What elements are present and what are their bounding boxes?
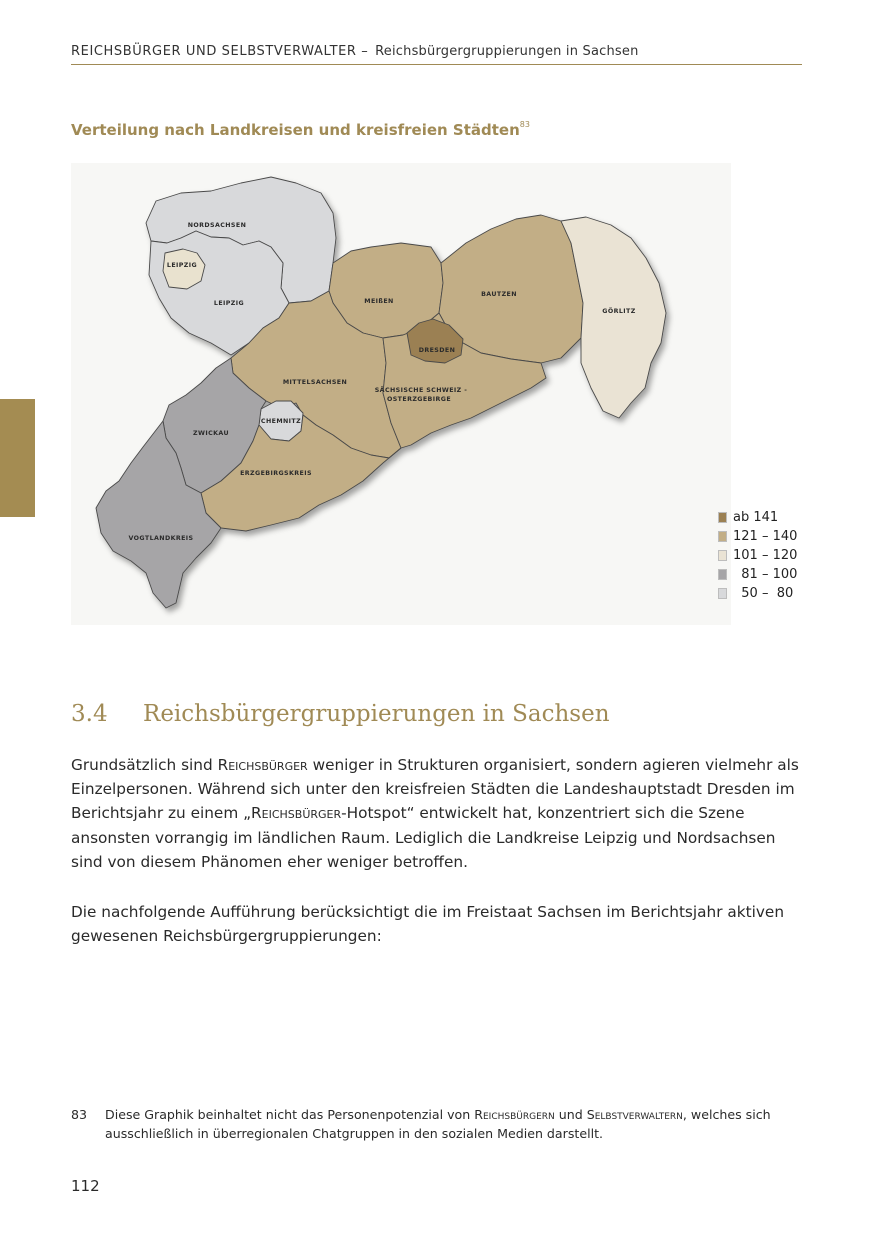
chapter-tab: [0, 399, 35, 517]
footnote-text: [105, 1105, 802, 1143]
paragraph-text: weniger in Strukturen organisiert, sondern agieren vielmehr als Einzelpersonen. Während sich unter den kreisfreien Städten die Landeshauptstadt Dresden im Berichtsjahr zu einem „: [71, 756, 799, 823]
label-meissen: MEIßEN: [364, 298, 394, 305]
small-caps-term: Reichsbürger: [251, 804, 342, 823]
footnote: [71, 1105, 802, 1143]
small-caps-term: Reichsbürgern: [474, 1107, 555, 1122]
label-nordsachsen: NORDSACHSEN: [187, 222, 247, 229]
paragraph-2: [71, 900, 802, 948]
map-legend: [718, 508, 797, 603]
label-bautzen: BAUTZEN: [481, 291, 517, 298]
legend-label: 101 – 120: [733, 548, 798, 563]
small-caps-term: Selbstverwaltern: [586, 1107, 683, 1122]
footnote-span: , welches sich ausschließlich in überregionalen Chatgruppen in den sozialen Medien darstellt.: [105, 1107, 771, 1141]
page-number: 112: [71, 1177, 100, 1195]
legend-label: 121 – 140: [733, 529, 798, 544]
footnote-ref: 83: [519, 120, 530, 129]
legend-swatch: [718, 531, 727, 542]
label-zwickau: ZWICKAU: [193, 430, 229, 437]
map-svg: [71, 163, 731, 625]
legend-item: [718, 508, 797, 527]
map-title: [71, 121, 530, 139]
label-osterzgebirge: OSTERZGEBIRGE: [386, 396, 452, 403]
label-leipzig-county: LEIPZIG: [213, 300, 245, 307]
footnote-span: und: [554, 1107, 587, 1122]
legend-item: [718, 527, 797, 546]
legend-item: [718, 565, 797, 584]
header-title: REICHSBÜRGER UND SELBSTVERWALTER –: [71, 44, 369, 59]
section-heading: [71, 701, 610, 727]
running-header: [71, 44, 802, 65]
saxony-map: [71, 163, 731, 625]
paragraph-1: [71, 753, 802, 874]
paragraph-text: Grundsätzlich sind: [71, 756, 218, 774]
label-dresden: DRESDEN: [418, 347, 456, 354]
label-chemnitz: CHEMNITZ: [260, 418, 302, 425]
label-goerlitz: GÖRLITZ: [602, 308, 636, 315]
section-number: 3.4: [71, 701, 108, 727]
label-erzgebirgskreis: ERZGEBIRGSKREIS: [240, 470, 312, 477]
footnote-span: Diese Graphik beinhaltet nicht das Personenpotenzial von: [105, 1107, 475, 1122]
legend-label: ab 141: [733, 510, 779, 525]
small-caps-term: Reichsbürger: [217, 756, 308, 774]
section-title: Reichsbürgergruppierungen in Sachsen: [143, 701, 610, 727]
label-mittelsachsen: MITTELSACHSEN: [282, 379, 348, 386]
label-saechsische-schweiz: SÄCHSISCHE SCHWEIZ -: [374, 387, 468, 394]
legend-label: 81 – 100: [733, 567, 798, 582]
legend-label: 50 – 80: [733, 586, 794, 601]
map-title-text: Verteilung nach Landkreisen und kreisfreien Städten: [71, 121, 520, 139]
label-leipzig-city: LEIPZIG: [166, 262, 198, 269]
footnote-number: 83: [71, 1107, 88, 1122]
legend-item: [718, 584, 797, 603]
legend-item: [718, 546, 797, 565]
paragraph-text: -Hotspot“ entwickelt hat, konzentriert sich die Szene ansonsten vorrangig im ländlichen Raum. Lediglich die Landkreise Leipzig und Nordsachsen sind von diesem Phänomen eher weniger betroffen.: [71, 804, 776, 871]
label-vogtlandkreis: VOGTLANDKREIS: [128, 535, 194, 542]
legend-swatch: [718, 569, 727, 580]
paragraph-text: Die nachfolgende Aufführung berücksichtigt die im Freistaat Sachsen im Berichtsjahr aktiven gewesenen Reichsbürgergruppierungen:: [71, 903, 785, 946]
legend-swatch: [718, 512, 727, 523]
legend-swatch: [718, 588, 727, 599]
legend-swatch: [718, 550, 727, 561]
header-section: Reichsbürgergruppierungen in Sachsen: [375, 44, 639, 59]
